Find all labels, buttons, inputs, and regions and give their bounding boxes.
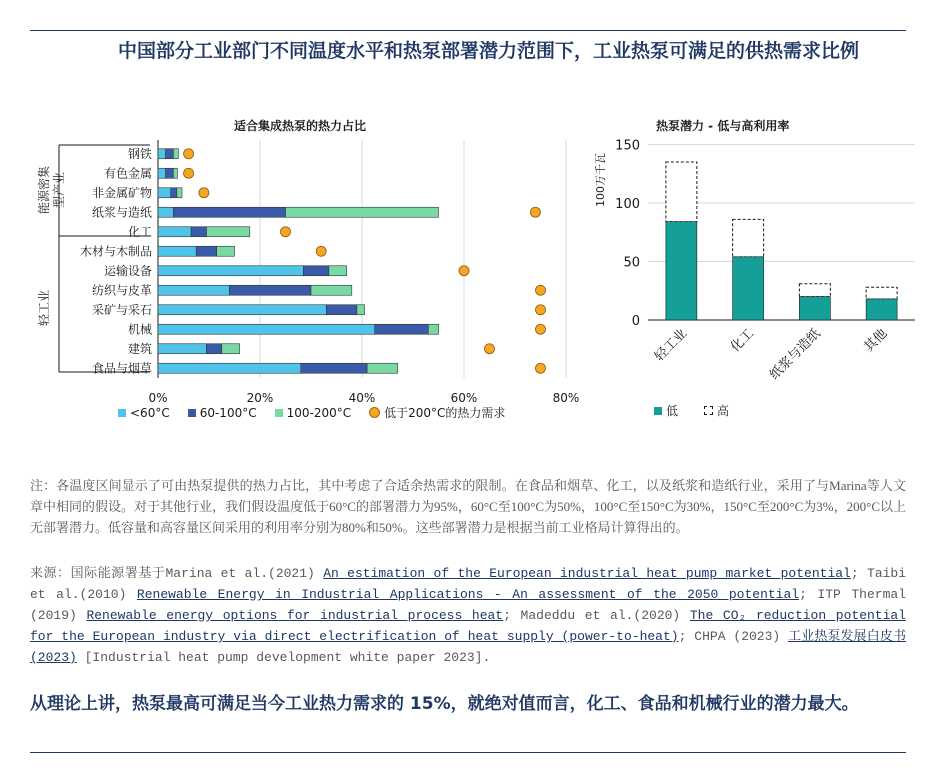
demand-dot: [536, 285, 546, 295]
demand-dot: [184, 149, 194, 159]
demand-dot: [316, 246, 326, 256]
bar-high: [733, 219, 764, 256]
demand-dot: [281, 227, 291, 237]
bar-segment: [206, 344, 221, 354]
bar-segment: [173, 168, 177, 178]
category-label: 化工: [127, 224, 152, 239]
demand-dot: [459, 266, 469, 276]
bar-segment: [229, 285, 311, 295]
source-link-2[interactable]: Renewable Energy in Industrial Applications - An assessment of the 2050 potential: [136, 587, 800, 602]
x-tick-label: 0%: [148, 391, 168, 405]
bar-high: [799, 284, 830, 297]
right-legend: [654, 402, 729, 419]
right-ylabel: 100万千瓦: [594, 153, 607, 207]
bar-low: [799, 297, 830, 320]
bar-segment: [375, 324, 429, 334]
bar-high: [866, 287, 897, 299]
bar-segment: [301, 363, 367, 373]
category-label: 食品与烟草: [91, 361, 152, 376]
bar-segment: [158, 324, 375, 334]
top-rule: [30, 30, 906, 31]
y-tick-label: 50: [623, 255, 640, 271]
category-label: 钢铁: [127, 146, 152, 161]
demand-dot: [536, 305, 546, 315]
legend-item-demand: 低于200°C的热力需求: [369, 404, 505, 421]
source-link-3[interactable]: Renewable energy options for industrial process heat: [86, 608, 504, 623]
bar-segment: [158, 285, 229, 295]
x-tick-label: 60%: [450, 391, 478, 405]
potential-bar-chart: [590, 108, 920, 398]
x-category-label: 其他: [861, 326, 891, 356]
bar-segment: [158, 363, 301, 373]
bar-segment: [158, 246, 196, 256]
demand-dot: [199, 188, 209, 198]
bar-segment: [311, 285, 352, 295]
bar-segment: [166, 149, 174, 159]
category-label: 非金属矿物: [91, 185, 152, 200]
category-label: 建筑: [127, 341, 152, 356]
category-label: 运输设备: [103, 263, 152, 278]
x-category-label: 纸浆与造纸: [767, 326, 824, 383]
bar-segment: [158, 188, 171, 198]
source-link-4[interactable]: The CO₂ reduction potential for the European industry via direct electrification of heat supply (power-to-heat): [30, 608, 907, 644]
bar-segment: [217, 246, 235, 256]
bar-segment: [173, 207, 285, 217]
demand-dot: [184, 168, 194, 178]
demand-dot: [536, 324, 546, 334]
left-chart-title: 适合集成热泵的热力占比: [233, 119, 367, 133]
bar-segment: [357, 305, 365, 315]
legend-item-60-100: 60-100°C: [188, 406, 257, 420]
right-chart-title: 热泵潜力 - 低与高利用率: [656, 119, 790, 133]
bar-segment: [166, 168, 174, 178]
legend-item-low: 低: [654, 402, 678, 419]
bar-segment: [158, 344, 206, 354]
demand-dot: [530, 207, 540, 217]
x-tick-label: 40%: [348, 391, 376, 405]
bar-low: [733, 257, 764, 320]
demand-dot: [536, 363, 546, 373]
legend-item-100-200: 100-200°C: [275, 406, 352, 420]
y-tick-label: 100: [615, 197, 640, 212]
y-tick-label: 0: [631, 314, 640, 329]
group-label-energy: 能源密集: [37, 165, 51, 215]
bar-segment: [367, 363, 398, 373]
bar-segment: [196, 246, 216, 256]
bar-segment: [171, 188, 177, 198]
bottom-rule: [30, 752, 906, 753]
stacked-bar-chart: [0, 108, 600, 428]
demand-dot: [485, 344, 495, 354]
group-label-light: 轻工业: [37, 289, 51, 327]
group-label-energy-2: 型产业: [52, 171, 66, 209]
bar-segment: [206, 227, 249, 237]
bar-low: [866, 299, 897, 320]
left-legend: [118, 404, 505, 421]
bar-high: [666, 162, 697, 222]
x-tick-label: 80%: [552, 391, 580, 405]
conclusion: 从理论上讲，热泵最高可满足当今工业热力需求的 15%，就绝对值而言，化工、食品和机械行业的潜力最大。: [30, 694, 859, 714]
bar-segment: [158, 266, 303, 276]
bar-segment: [286, 207, 439, 217]
x-tick-label: 20%: [246, 391, 274, 405]
page-title: 中国部分工业部门不同温度水平和热泵部署潜力范围下，工业热泵可满足的供热需求比例: [118, 40, 860, 62]
bar-segment: [158, 227, 191, 237]
bar-segment: [326, 305, 357, 315]
source-link-5[interactable]: 工业热泵发展白皮书 (2023): [30, 629, 906, 665]
category-label: 机械: [127, 322, 152, 337]
legend-item-lt60: <60°C: [118, 406, 170, 420]
bar-segment: [329, 266, 347, 276]
bar-segment: [158, 168, 166, 178]
x-category-label: 化工: [727, 326, 757, 356]
bar-segment: [158, 149, 166, 159]
bar-segment: [173, 149, 178, 159]
category-label: 木材与木制品: [79, 244, 152, 259]
bar-segment: [191, 227, 206, 237]
source-link-1[interactable]: An estimation of the European industrial heat pump market potential: [323, 566, 851, 581]
y-tick-label: 150: [615, 138, 640, 154]
legend-item-high: 高: [704, 402, 729, 419]
bar-low: [666, 222, 697, 320]
category-label: 纸浆与造纸: [91, 205, 152, 220]
bar-segment: [428, 324, 438, 334]
bar-segment: [303, 266, 329, 276]
bar-segment: [158, 305, 326, 315]
category-label: 纺织与皮革: [91, 283, 152, 298]
x-category-label: 轻工业: [652, 326, 691, 365]
bar-segment: [222, 344, 240, 354]
source-citation: 来源：国际能源署基于Marina et al.(2021) An estimation of the European industrial heat pump market potential; Taibi et al.(2010) Renewable Energy in Industrial Applications - An assessment of the 2050 potential; ITP Thermal (2019) Renewable energy options for industrial process heat; Madeddu et al.(2020) The CO₂ reduction potential for the European industry via direct electrification of heat supply (power-to-heat); CHPA (2023) 工业热泵发展白皮书 (2023) [Industrial heat pump development white paper 2023].: [30, 566, 907, 665]
category-label: 采矿与采石: [91, 302, 152, 317]
category-label: 有色金属: [103, 166, 152, 181]
bar-segment: [158, 207, 173, 217]
bar-segment: [177, 188, 182, 198]
chart-note: 注：各温度区间显示了可由热泵提供的热力占比，其中考虑了合适余热需求的限制。在食品和烟草、化工，以及纸浆和造纸行业，采用了与Marina等人文章中相同的假设。对于其他行业，我们假设温度低于60°C的部署潜力为95%，60°C至100°C为50%，100°C至150°C为30%，150°C至200°C为3%，200°C以上无部署潜力。低容量和高容量区间采用的利用率分别为80%和50%。这些部署潜力是根据当前工业格局计算得出的。: [30, 478, 906, 535]
